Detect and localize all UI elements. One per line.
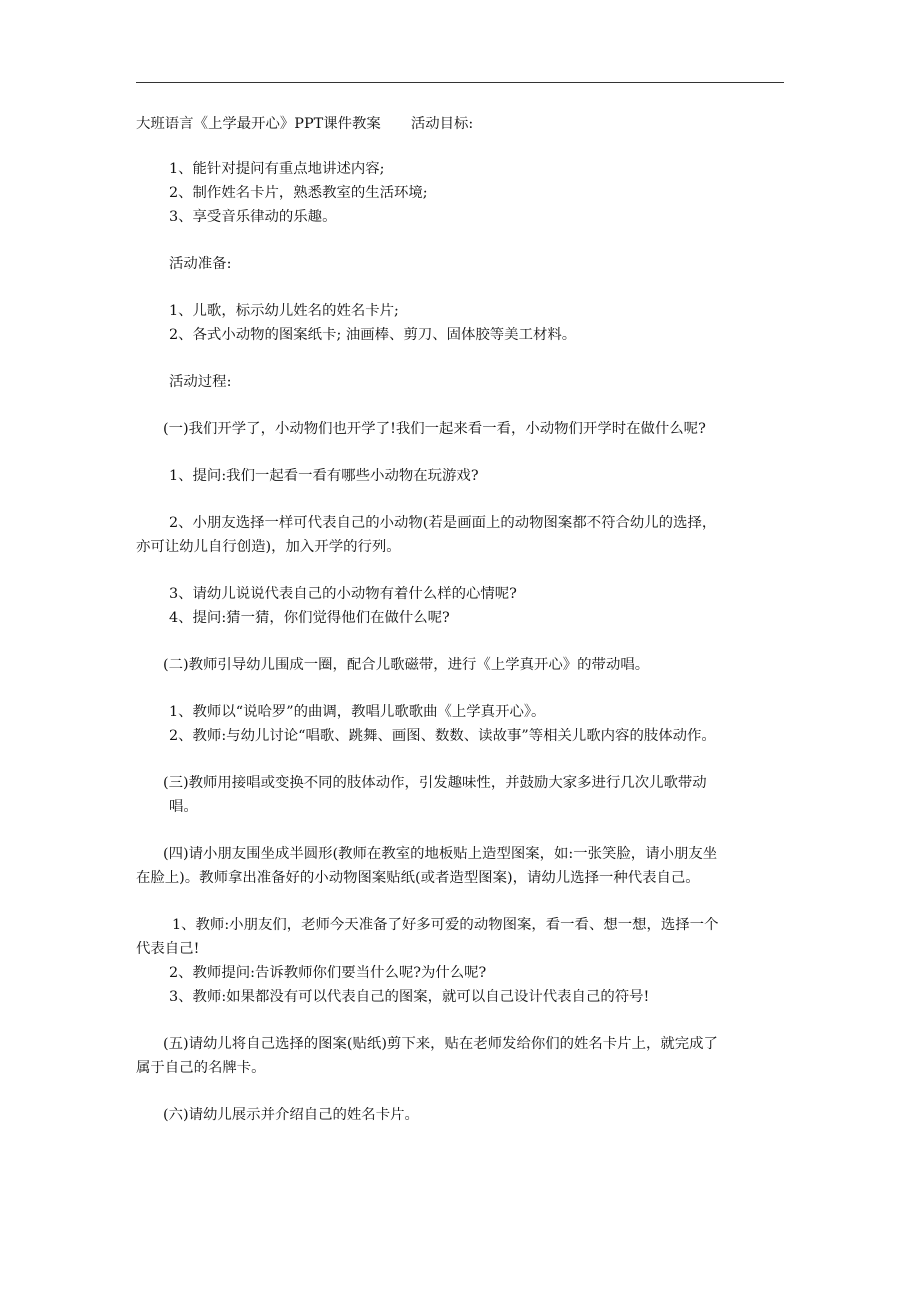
section-2-heading: (二)教师引导幼儿围成一圈，配合儿歌磁带，进行《上学真开心》的带动唱。 [163,657,650,673]
goal-item-3: 3、享受音乐律动的乐趣。 [169,209,337,225]
document-title: 大班语言《上学最开心》PPT课件教案 [136,116,381,132]
section-5-line-1: (五)请幼儿将自己选择的图案(贴纸)剪下来，贴在老师发给你们的姓名卡片上，就完成了 [163,1036,718,1052]
header-rule [136,82,784,83]
section-3-line-1: (三)教师用接唱或变换不同的肢体动作，引发趣味性，并鼓励大家多进行几次儿歌带动 [163,775,707,791]
section-4-line-1: (四)请小朋友围坐成半圆形(教师在教室的地板贴上造型图案，如:一张笑脸，请小朋友坐 [163,846,718,862]
section-4-item-3: 3、教师:如果都没有可以代表自己的图案，就可以自己设计代表自己的符号! [169,989,650,1005]
section-3-line-2: 唱。 [169,799,198,815]
title-line [136,112,788,136]
section-6-line-1: (六)请幼儿展示并介绍自己的姓名卡片。 [163,1107,419,1123]
goal-item-2: 2、制作姓名卡片，熟悉教室的生活环境; [169,185,428,201]
section-1-item-4: 4、提问:猜一猜，你们觉得他们在做什么呢? [169,610,450,626]
goal-item-1: 1、能针对提问有重点地讲述内容; [169,161,385,177]
prep-item-2: 2、各式小动物的图案纸卡; 油画棒、剪刀、固体胶等美工材料。 [169,327,577,343]
goal-heading: 活动目标: [410,116,474,132]
section-4-item-2: 2、教师提问:告诉教师你们要当什么呢?为什么呢? [169,965,487,981]
prep-item-1: 1、儿歌，标示幼儿姓名的姓名卡片; [169,303,399,319]
section-2-item-2: 2、教师:与幼儿讨论“唱歌、跳舞、画图、数数、读故事”等相关儿歌内容的肢体动作。 [169,728,716,744]
section-4-item-1-line-1: 1、教师:小朋友们，老师今天准备了好多可爱的动物图案，看一看、想一想，选择一个 [172,917,719,933]
section-4-line-2: 在脸上)。教师拿出准备好的小动物图案贴纸(或者造型图案)，请幼儿选择一种代表自己。 [136,870,700,886]
process-heading: 活动过程: [169,374,232,390]
section-4-item-1-line-2: 代表自己! [136,941,200,957]
section-1-item-2-line-1: 2、小朋友选择一样可代表自己的小动物(若是画面上的动物图案都不符合幼儿的选择， [169,515,717,531]
section-2-item-1: 1、教师以“说哈罗”的曲调，教唱儿歌歌曲《上学真开心》。 [169,704,546,720]
section-1-item-2-line-2: 亦可让幼儿自行创造)，加入开学的行列。 [136,539,401,555]
section-1-item-3: 3、请幼儿说说代表自己的小动物有着什么样的心情呢? [169,586,517,602]
prep-heading: 活动准备: [169,256,232,272]
section-1-heading: (一)我们开学了，小动物们也开学了!我们一起来看一看，小动物们开学时在做什么呢? [163,421,706,437]
section-1-item-1: 1、提问:我们一起看一看有哪些小动物在玩游戏? [169,468,479,484]
section-5-line-2: 属于自己的名牌卡。 [136,1060,266,1076]
document-body [136,112,788,1127]
